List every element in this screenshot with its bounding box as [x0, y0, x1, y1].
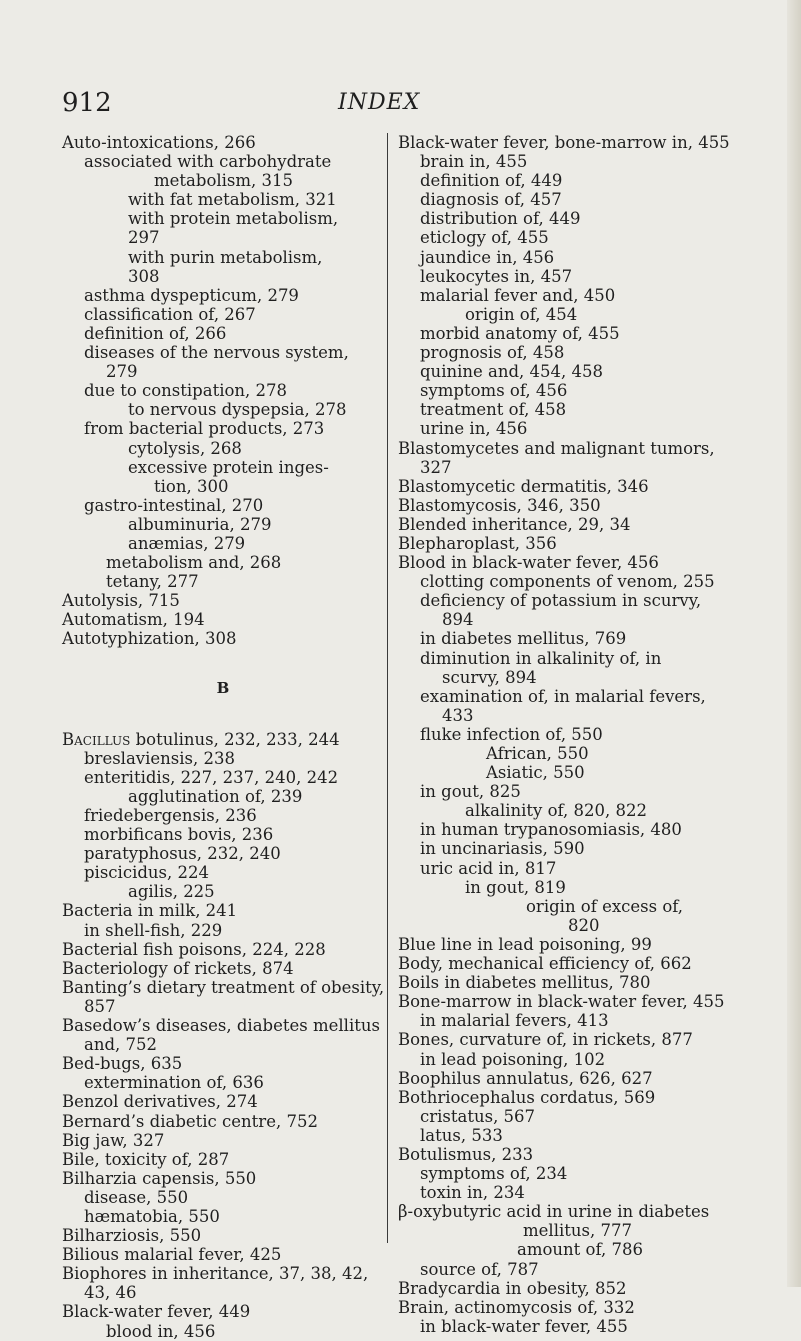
index-entry: in uncinariasis, 590 [420, 839, 585, 859]
index-entry: cristatus, 567 [420, 1106, 536, 1126]
index-entry: breslaviensis, 238 [84, 748, 235, 768]
index-entry: excessive protein inges- [128, 457, 329, 477]
index-entry: Bone-marrow in black-water fever, 455 [398, 992, 725, 1012]
entry-text: botulinus, 232, 233, 244 [130, 729, 340, 749]
index-entry: Body, mechanical efficiency of, 662 [398, 954, 692, 974]
index-entry: symptoms of, 234 [420, 1164, 568, 1184]
index-entries-b [62, 730, 384, 1341]
index-entry: friedebergensis, 236 [84, 806, 257, 825]
index-entry: Blastomycosis, 346, 350 [398, 495, 601, 515]
index-entry: fluke infection of, 550 [420, 724, 603, 744]
index-column-right [398, 133, 730, 1336]
index-entry: origin of, 454 [465, 304, 578, 324]
index-column-left [62, 133, 384, 1341]
index-entry: to nervous dyspepsia, 278 [128, 400, 347, 420]
index-entry: in lead poisoning, 102 [420, 1049, 606, 1069]
index-entry: associated with carbohydrate [84, 152, 332, 172]
index-entry: Black-water fever, 449 [62, 1302, 251, 1322]
index-entry: urine in, 456 [420, 419, 528, 439]
index-entry: Biophores in inheritance, 37, 38, 42, [62, 1264, 369, 1284]
index-entry: Big jaw, 327 [62, 1130, 165, 1150]
index-entry: alkalinity of, 820, 822 [465, 801, 648, 821]
index-entry: 279 [106, 362, 138, 382]
index-entries-a [62, 133, 384, 649]
index-entry: piscicidus, 224 [84, 863, 209, 883]
index-entry: examination of, in malarial fevers, [420, 686, 706, 706]
index-entry: albuminuria, 279 [128, 514, 272, 534]
index-entry: blood in, 456 [106, 1321, 216, 1341]
index-entry: Blue line in lead poisoning, 99 [398, 934, 652, 954]
index-entry: 894 [442, 610, 474, 630]
page-edge-shadow [787, 0, 801, 1287]
index-entry: metabolism and, 268 [106, 553, 282, 573]
index-entry: 297 [128, 228, 160, 248]
index-entry: Bilharzia capensis, 550 [62, 1168, 257, 1188]
index-entry: Basedow’s diseases, diabetes mellitus [62, 1016, 380, 1036]
index-entry: 308 [128, 266, 160, 286]
index-entry: in black-water fever, 455 [420, 1316, 628, 1336]
index-entry: asthma dyspepticum, 279 [84, 285, 299, 305]
index-entry: jaundice in, 456 [420, 247, 555, 267]
index-entry: Bothriocephalus cordatus, 569 [398, 1087, 656, 1107]
index-entry: morbid anatomy of, 455 [420, 323, 620, 343]
page-number: 912 [62, 88, 112, 118]
index-entry: gastro-intestinal, 270 [84, 495, 264, 515]
index-entry: Autotyphization, 308 [62, 629, 237, 649]
index-entry: morbificans bovis, 236 [84, 825, 274, 845]
index-entry: quinine and, 454, 458 [420, 362, 603, 382]
index-entry: Bilious malarial fever, 425 [62, 1245, 282, 1265]
index-entry: toxin in, 234 [420, 1183, 525, 1203]
index-entry: with purin metabolism, [128, 247, 323, 267]
index-entry: treatment of, 458 [420, 400, 567, 420]
index-entry: origin of excess of, [526, 896, 684, 916]
index-entry: in gout, 825 [420, 782, 521, 802]
index-entry: from bacterial products, 273 [84, 419, 325, 439]
index-entry: 327 [420, 457, 452, 477]
index-entry: Blended inheritance, 29, 34 [398, 514, 631, 534]
index-entry: African, 550 [486, 744, 589, 763]
index-entry: cytolysis, 268 [128, 438, 242, 458]
index-entry: in gout, 819 [465, 877, 566, 897]
index-entry: β-oxybutyric acid in urine in diabetes [398, 1202, 710, 1222]
index-entry: Bradycardia in obesity, 852 [398, 1278, 627, 1298]
column-divider [387, 133, 388, 1243]
index-entry: malarial fever and, 450 [420, 285, 616, 305]
index-entry: due to constipation, 278 [84, 381, 288, 401]
index-entry: latus, 533 [420, 1125, 503, 1145]
index-entry: prognosis of, 458 [420, 343, 565, 363]
index-entry: source of, 787 [420, 1259, 539, 1279]
index-entry: with protein metabolism, [128, 209, 339, 229]
index-entry: Blastomycetic dermatitis, 346 [398, 476, 649, 496]
index-entry: in human trypanosomiasis, 480 [420, 820, 682, 840]
index-entry: anæmias, 279 [128, 533, 246, 553]
index-entry: Boophilus annulatus, 626, 627 [398, 1068, 653, 1088]
index-entry: Automatism, 194 [62, 610, 205, 630]
index-entry: Bacterial fish poisons, 224, 228 [62, 939, 326, 959]
index-entry: 43, 46 [84, 1283, 137, 1303]
index-entry: Bed-bugs, 635 [62, 1054, 183, 1074]
section-letter: B [216, 678, 230, 697]
index-entry: Benzol derivatives, 274 [62, 1092, 258, 1112]
index-entry: amount of, 786 [517, 1240, 643, 1260]
index-entry: leukocytes in, 457 [420, 266, 573, 286]
index-entry: with fat metabolism, 321 [128, 190, 337, 210]
index-entry: in malarial fevers, 413 [420, 1011, 609, 1031]
index-entry: Brain, actinomycosis of, 332 [398, 1297, 635, 1317]
index-entry: distribution of, 449 [420, 209, 581, 229]
index-entry: Bile, toxicity of, 287 [62, 1149, 230, 1169]
index-entry: classification of, 267 [84, 304, 256, 324]
index-entry: tion, 300 [154, 476, 229, 496]
index-entry: and, 752 [84, 1035, 158, 1055]
index-entry: paratyphosus, 232, 240 [84, 844, 281, 864]
index-entry [62, 730, 384, 749]
index-entry: Bones, curvature of, in rickets, 877 [398, 1030, 693, 1050]
index-entry: diagnosis of, 457 [420, 190, 562, 210]
index-entry: Blood in black-water fever, 456 [398, 553, 659, 573]
index-entry: Bernard’s diabetic centre, 752 [62, 1111, 318, 1131]
index-entry: symptoms of, 456 [420, 381, 568, 401]
index-entry: Autolysis, 715 [62, 591, 180, 611]
index-entry: disease, 550 [84, 1187, 189, 1207]
index-entry: mellitus, 777 [523, 1221, 632, 1241]
index-entry: extermination of, 636 [84, 1073, 264, 1093]
index-entry: metabolism, 315 [154, 171, 294, 191]
index-entry: agilis, 225 [128, 882, 215, 902]
index-entry: eticlogy of, 455 [420, 228, 549, 248]
index-entry: Auto-intoxications, 266 [62, 133, 256, 152]
index-entry: Bacteriology of rickets, 874 [62, 958, 294, 978]
index-entry: Boils in diabetes mellitus, 780 [398, 973, 651, 993]
index-entry: tetany, 277 [106, 572, 199, 592]
entry-headword: Bacillus [62, 729, 131, 749]
index-entry: enteritidis, 227, 237, 240, 242 [84, 767, 339, 787]
index-entry: Botulismus, 233 [398, 1144, 534, 1164]
index-entry: 433 [442, 705, 474, 725]
index-entry: agglutination of, 239 [128, 786, 303, 806]
index-entry: uric acid in, 817 [420, 858, 557, 878]
index-entry: 857 [84, 996, 116, 1016]
index-entry: 820 [568, 915, 600, 935]
index-entry: in diabetes mellitus, 769 [420, 629, 627, 649]
index-entry: hæmatobia, 550 [84, 1206, 220, 1226]
index-entry: diminution in alkalinity of, in [420, 648, 662, 668]
index-entry: in shell-fish, 229 [84, 920, 223, 940]
index-entry: Banting’s dietary treatment of obesity, [62, 977, 385, 997]
index-entry: Bilharziosis, 550 [62, 1226, 202, 1246]
running-head: INDEX [338, 90, 421, 115]
index-entry: definition of, 449 [420, 171, 563, 191]
index-entry: brain in, 455 [420, 152, 528, 172]
index-entry: diseases of the nervous system, [84, 343, 349, 363]
index-entry: definition of, 266 [84, 323, 227, 343]
index-entry: scurvy, 894 [442, 667, 537, 687]
index-entry: Blastomycetes and malignant tumors, [398, 438, 715, 458]
index-entry: Black-water fever, bone-marrow in, 455 [398, 133, 730, 152]
index-entry: deficiency of potassium in scurvy, [420, 591, 702, 611]
index-entry: Asiatic, 550 [486, 763, 585, 783]
index-entries-right [398, 133, 730, 1336]
index-entry: Bacteria in milk, 241 [62, 901, 238, 921]
index-entry: Blepharoplast, 356 [398, 533, 557, 553]
index-entry: clotting components of venom, 255 [420, 572, 715, 592]
